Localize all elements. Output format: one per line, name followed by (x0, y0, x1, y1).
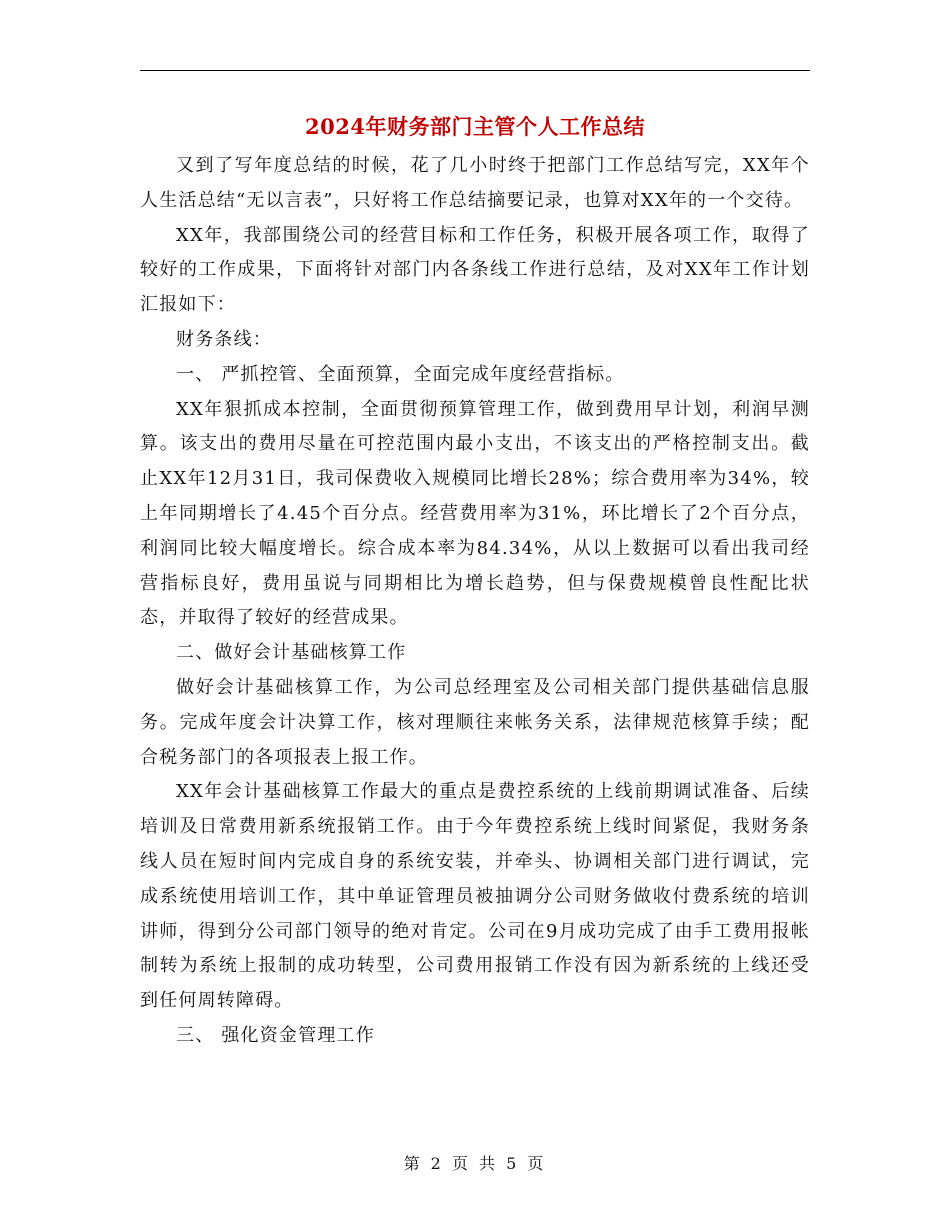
page-number: 第 2 页 共 5 页 (403, 1154, 547, 1173)
paragraph-accounting-basics: 做好会计基础核算工作，为公司总经理室及公司相关部门提供基础信息服务。完成年度会计决算工作，核对理顺往来帐务关系，法律规范核算手续；配合税务部门的各项报表上报工作。 (140, 676, 810, 768)
document-title: 2024年财务部门主管个人工作总结 (305, 114, 645, 139)
section-heading-1: 一、 严抓控管、全面预算，全面完成年度经营指标。 (176, 363, 625, 385)
paragraph-cost-control: XX年狠抓成本控制，全面贯彻预算管理工作，做到费用早计划，利润早测算。该支出的费用尽量在可控范围内最小支出，不该支出的严格控制支出。截止XX年12月31日，我司保费收入规模同比增长28%；综合费用率为34%，较上年同期增长了4.45个百分点。经营费用率为31%，环比增长了2个百分点，利润同比较大幅度增长。综合成本率为84.34%，从以上数据可以看出我司经营指标良好，费用虽说与同期相比为增长趋势，但与保费规模曾良性配比状态，并取得了较好的经营成果。 (140, 398, 810, 629)
paragraph-overview: XX年，我部围绕公司的经营目标和工作任务，积极开展各项工作，取得了较好的工作成果，下面将针对部门内各条线工作进行总结，及对XX年工作计划汇报如下： (140, 224, 810, 316)
section-heading-3: 三、 强化资金管理工作 (176, 1024, 375, 1046)
paragraph-intro: 又到了写年度总结的时候，花了几小时终于把部门工作总结写完，XX年个人生活总结“无以言表”，只好将工作总结摘要记录，也算对XX年的一个交待。 (140, 155, 810, 211)
paragraph-expense-system: XX年会计基础核算工作最大的重点是费控系统的上线前期调试准备、后续培训及日常费用新系统报销工作。由于今年费控系统上线时间紧促，我财务条线人员在短时间内完成自身的系统安装，并牵头、协调相关部门进行调试，完成系统使用培训工作，其中单证管理员被抽调分公司财务做收付费系统的培训讲师，得到分公司部门领导的绝对肯定。公司在9月成功完成了由手工费用报帐制转为系统上报制的成功转型，公司费用报销工作没有因为新系统的上线还受到任何周转障碍。 (140, 781, 810, 1012)
header-rule (140, 70, 810, 71)
section-heading-2: 二、做好会计基础核算工作 (176, 642, 407, 664)
section-heading-finance-line: 财务条线： (176, 328, 272, 350)
document-body (140, 149, 810, 1054)
